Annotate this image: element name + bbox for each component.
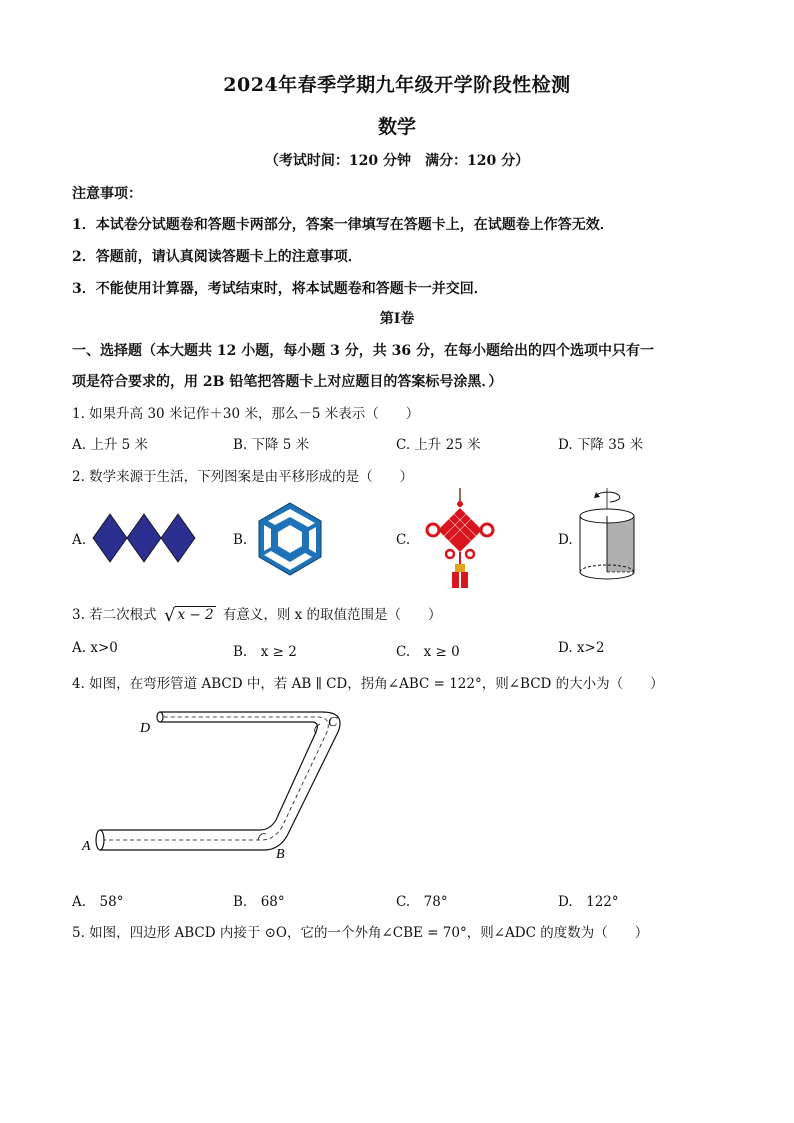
chinese-knot-figure bbox=[420, 488, 500, 590]
q1-option-d[interactable]: D. 下降 35 米 bbox=[558, 437, 644, 453]
label-c: C bbox=[328, 715, 338, 730]
q1-option-b[interactable]: B. 下降 5 米 bbox=[233, 437, 310, 453]
exam-title: 2024年春季学期九年级开学阶段性检测 bbox=[223, 74, 571, 96]
q3-option-d[interactable]: D. x>2 bbox=[558, 640, 605, 656]
q4-option-b[interactable]: B. 68° bbox=[233, 894, 285, 910]
question-1-stem: 1. 如果升高 30 米记作＋30 米，那么－5 米表示（ ） bbox=[72, 406, 420, 422]
q3-stem-prefix: 3. 若二次根式 bbox=[72, 607, 157, 623]
bent-pipe-figure bbox=[80, 710, 360, 870]
label-b: B bbox=[276, 847, 285, 862]
question-2-stem: 2. 数学来源于生活，下列图案是由平移形成的是（ ） bbox=[72, 469, 414, 485]
sqrt-expression: √ x − 2 bbox=[163, 605, 214, 626]
q2-option-d[interactable]: D. bbox=[558, 532, 573, 548]
q3-option-c[interactable]: C. x ≥ 0 bbox=[396, 644, 460, 660]
notice-item-3: 3．不能使用计算器，考试结束时，将本试题卷和答题卡一并交回． bbox=[72, 281, 488, 297]
q1-option-c[interactable]: C. 上升 25 米 bbox=[396, 437, 481, 453]
question-4-stem: 4. 如图，在弯形管道 ABCD 中，若 AB ∥ CD，拐角∠ABC = 122°，则∠BCD 的大小为（ ） bbox=[72, 676, 664, 692]
q2-option-c[interactable]: C. bbox=[396, 532, 411, 548]
q3-option-b[interactable]: B. x ≥ 2 bbox=[233, 644, 297, 660]
notice-item-1: 1．本试卷分试题卷和答题卡两部分，答案一律填写在答题卡上，在试题卷上作答无效． bbox=[72, 217, 614, 233]
q2-option-a[interactable]: A. bbox=[72, 532, 87, 548]
subject-title: 数学 bbox=[377, 116, 416, 138]
hexagon-rotation-figure bbox=[252, 501, 328, 577]
diamond-2 bbox=[127, 514, 161, 562]
part1-instructions-line2: 项是符合要求的，用 2B 铅笔把答题卡上对应题目的答案标号涂黑．） bbox=[72, 374, 503, 390]
q3-stem-suffix: 有意义，则 x 的取值范围是（ ） bbox=[222, 607, 442, 623]
diamond-1 bbox=[93, 514, 127, 562]
volume-title: 第Ⅰ卷 bbox=[379, 311, 415, 327]
diamond-3 bbox=[161, 514, 195, 562]
label-a: A bbox=[82, 839, 91, 854]
notice-item-2: 2．答题前，请认真阅读答题卡上的注意事项． bbox=[72, 249, 362, 265]
question-5-stem: 5. 如图，四边形 ABCD 内接于 ⊙O，它的一个外角∠CBE = 70°，则∠ADC 的度数为（ ） bbox=[72, 925, 649, 941]
question-3-stem bbox=[72, 603, 442, 626]
diamond-pattern-figure bbox=[92, 513, 202, 563]
q4-option-d[interactable]: D. 122° bbox=[558, 894, 619, 910]
q2-option-b[interactable]: B. bbox=[233, 532, 248, 548]
notice-heading: 注意事项： bbox=[72, 186, 142, 202]
sqrt-radicand: x − 2 bbox=[177, 607, 214, 623]
rotating-cylinder-figure bbox=[576, 486, 642, 582]
part1-instructions-line1: 一、选择题（本大题共 12 小题，每小题 3 分，共 36 分，在每小题给出的四个选项中只有一 bbox=[72, 343, 654, 359]
q3-option-a[interactable]: A. x>0 bbox=[72, 640, 118, 656]
label-d: D bbox=[140, 721, 151, 736]
q4-option-c[interactable]: C. 78° bbox=[396, 894, 448, 910]
q4-option-a[interactable]: A. 58° bbox=[72, 894, 124, 910]
q1-option-a[interactable]: A. 上升 5 米 bbox=[72, 437, 149, 453]
exam-info: （考试时间：120 分钟 满分：120 分） bbox=[264, 153, 530, 169]
